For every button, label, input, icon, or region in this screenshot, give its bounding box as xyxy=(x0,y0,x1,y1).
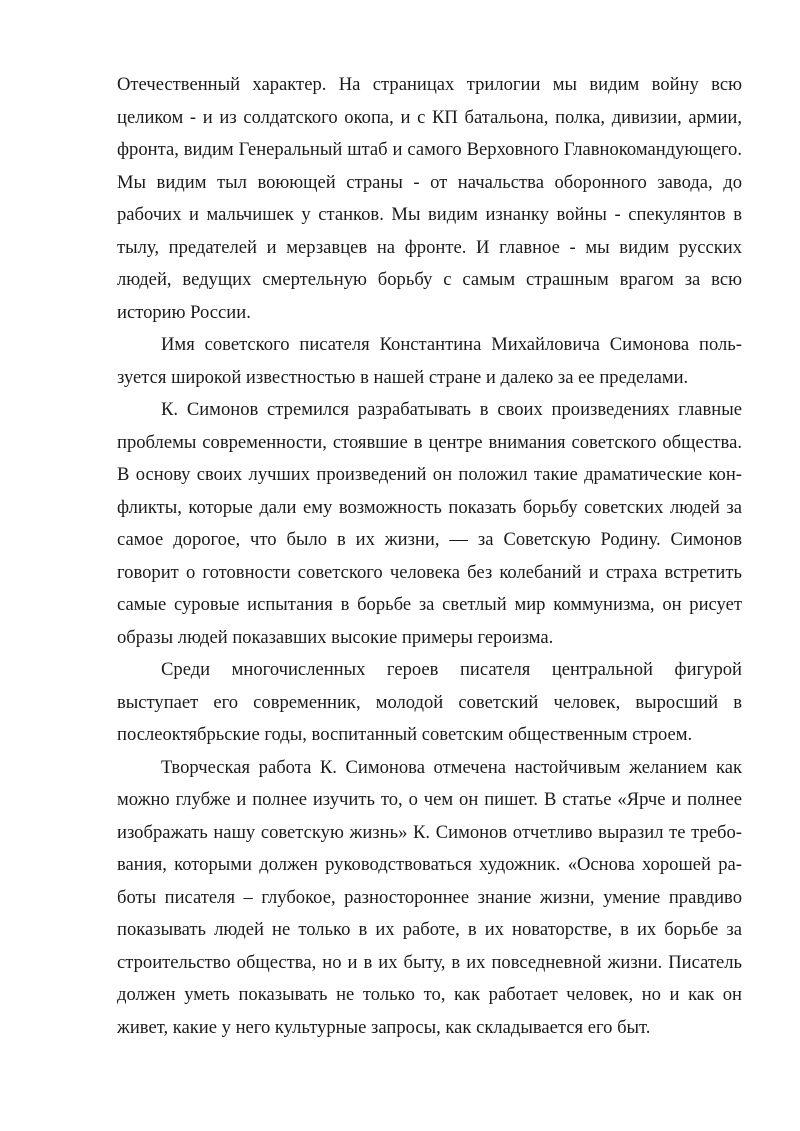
paragraph-2: Имя советского писателя Константина Михайловича Симонова пользуется широкой известностью в нашей стране и далеко за ее пределами. xyxy=(117,334,742,388)
document-page xyxy=(117,69,742,1044)
paragraph-4: Среди многочисленных героев писателя центральной фигурой выступает его современник, молодой советский человек, выросший в послеоктябрьские годы, воспитанный советским общественным строем. xyxy=(117,659,742,745)
paragraph-3: К. Симонов стремился разрабатывать в своих произведениях главные проблемы современности, стоявшие в центре внимания советского общества. В основу своих лучших произведений он положил такие драматические конфликты, которые дали ему возможность показать борьбу советских людей за самое дорогое, что было в их жизни, — за Советскую Родину. Симонов говорит о готовности советского человека без колебаний и страха встретить самые суровые испытания в борьбе за светлый мир коммунизма, он рисует образы людей показавших высокие примеры героизма. xyxy=(117,399,742,648)
paragraph-5: Творческая работа К. Симонова отмечена настойчивым желанием как можно глубже и полнее изучить то, о чем он пишет. В статье «Ярче и полнее изображать нашу советскую жизнь» К. Симонов отчетливо выразил те требования, которыми должен руководствоваться художник. «Основа хорошей работы писателя – глубокое, разностороннее знание жизни, умение правдиво показывать людей не только в их работе, в их новаторстве, в их борьбе за строительство общества, но и в их быту, в их повседневной жизни. Писатель должен уметь показывать не только то, как работает человек, но и как он живет, какие у него культурные запросы, как складывается его быт. xyxy=(117,756,742,1038)
paragraph-1: Отечественный характер. На страницах трилогии мы видим войну всю целиком - и из солдатского окопа, и с КП батальона, полка, дивизии, армии, фронта, видим Генеральный штаб и самого Верховного Главнокомандующего. Мы видим тыл воюющей страны - от начальства оборонного завода, до рабочих и мальчишек у станков. Мы видим изнанку войны - спекулянтов в тылу, предателей и мерзавцев на фронте. И главное - мы видим русских людей, ведущих смертельную борьбу с самым страшным врагом за всю историю России. xyxy=(117,74,742,323)
